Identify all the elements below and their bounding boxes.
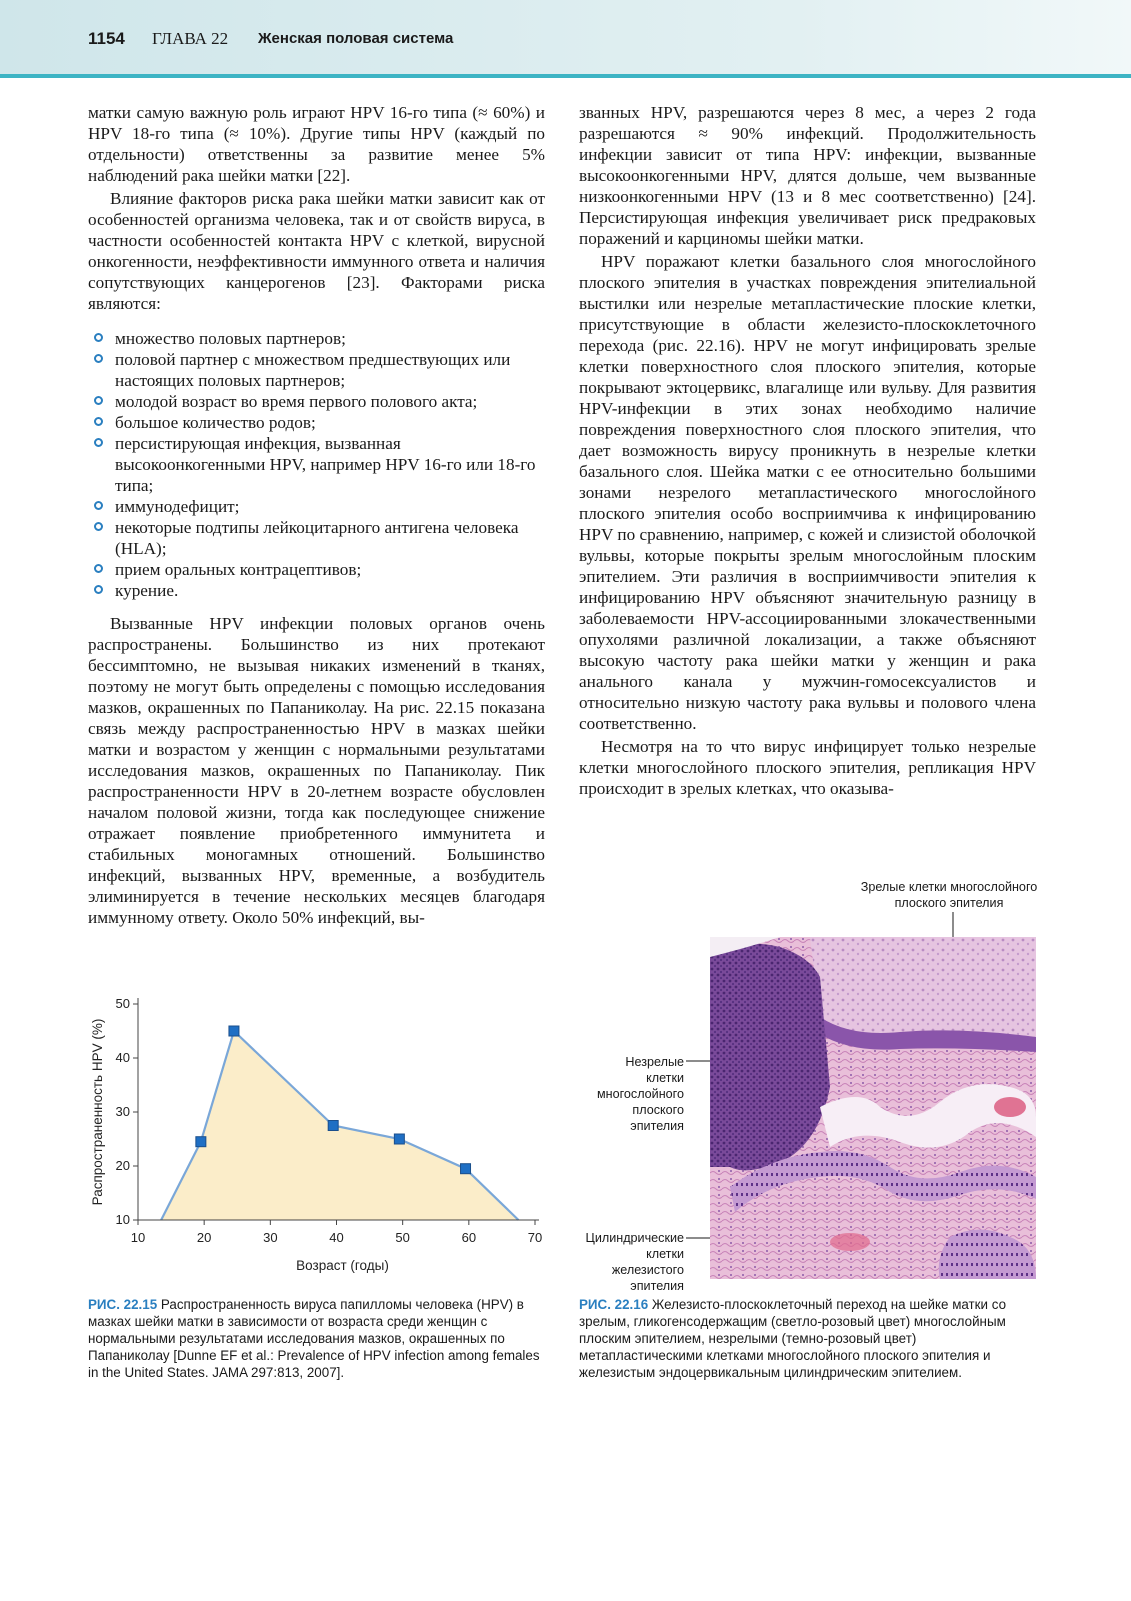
chart-x-axis-label: Возраст (годы) bbox=[296, 1258, 389, 1273]
risk-factor-text: иммунодефицит; bbox=[115, 497, 240, 516]
chart-y-tick-label: 10 bbox=[115, 1212, 130, 1227]
annotation-immature-epithelium: Незрелые клетки многослойного плоского эпителия bbox=[596, 1055, 684, 1133]
risk-factor-item bbox=[88, 580, 545, 601]
right-paragraph-1: званных HPV, разрешаются через 8 мес, а через 2 года разрешаются ≈ 90% инфекций. Продолжительность инфекции зависит от типа HPV: инфекции, вызванные высокоонкогенными HPV, длятся дольше, чем вызванные низкоонкогенными HPV (13 и 8 мес соответственно) [24]. Персистирующая инфекция увеличивает риск предраковых поражений и карциномы шейки матки. bbox=[579, 103, 1036, 248]
chart-x-tick-label: 70 bbox=[527, 1230, 543, 1245]
figure-22-16-caption bbox=[579, 1296, 1039, 1381]
chart-canvas bbox=[88, 990, 548, 1290]
figure-label: РИС. 22.15 bbox=[88, 1297, 158, 1312]
chart-data-point bbox=[394, 1134, 404, 1144]
chart-data-point bbox=[229, 1026, 239, 1036]
chart-data-point bbox=[328, 1121, 338, 1131]
risk-factor-item bbox=[88, 328, 545, 349]
risk-factor-text: множество половых партнеров; bbox=[115, 329, 346, 348]
bullet-icon bbox=[94, 522, 103, 531]
figure-caption-text: Железисто-плоскоклеточный переход на шейке матки со зрелым, гликогенсодержащим (светло-розовый цвет) многослойным плоским эпителием, незрелыми (темно-розовый цвет) метапластическими клетками многослойного плоского эпителия и железистым эндоцервикальным цилиндрическим эпителием. bbox=[579, 1297, 1007, 1380]
bullet-icon bbox=[94, 585, 103, 594]
right-paragraph-2: HPV поражают клетки базального слоя многослойного плоского эпителия в участках повреждения эпителиальной выстилки или незрелые метапластические плоские клетки, присутствующие в области железисто-плоскоклеточного перехода (рис. 22.16). HPV не могут инфицировать зрелые клетки поверхностного слоя плоского эпителия, которые покрывают эктоцервикс, влагалище или вульву. Для развития HPV-инфекции в этих зонах необходимо наличие повреждения поверхностного слоя плоского эпителия, что дает возможность вирусу проникнуть в незрелые клетки базального слоя. Шейка матки с ее относительно большими зонами незрелого метапластического многослойного плоского эпителия особо восприимчива к инфицированию HPV по сравнению, например, с кожей и слизистой оболочкой вульвы, которые покрыты зрелым многослойным плоским эпителием. Эти различия в восприимчивости эпителия к инфицированию HPV объясняют значительную разницу в заболеваемости HPV-ассоциированными злокачественными опухолями различной локализации, а также объясняют высокую частоту рака шейки матки у женщин и рака анального канала у мужчин-гомосексуалистов и относительно низкую частоту рака вульвы и полового члена соответственно. bbox=[579, 252, 1036, 733]
right-column bbox=[579, 102, 1036, 799]
annotation-mature-epithelium: Зрелые клетки многослойного плоского эпителия bbox=[860, 880, 1038, 910]
right-paragraph-3: Несмотря на то что вирус инфицирует только незрелые клетки многослойного плоского эпителия, репликация HPV происходит в зрелых клетках, что оказыва- bbox=[579, 737, 1036, 798]
micrograph-image bbox=[710, 937, 1036, 1279]
chart-data-point bbox=[196, 1137, 206, 1147]
risk-factor-item bbox=[88, 433, 545, 496]
risk-factor-item bbox=[88, 349, 545, 391]
figure-label: РИС. 22.16 bbox=[579, 1297, 649, 1312]
chart-y-tick-label: 20 bbox=[115, 1158, 130, 1173]
chart-y-tick-label: 50 bbox=[115, 996, 130, 1011]
risk-factor-list bbox=[88, 328, 545, 601]
annotation-columnar-epithelium: Цилиндрические клетки железистого эпителия bbox=[585, 1231, 684, 1293]
risk-factor-item bbox=[88, 391, 545, 412]
hpv-prevalence-chart bbox=[88, 990, 548, 1290]
chart-y-tick-label: 30 bbox=[115, 1104, 130, 1119]
left-column bbox=[88, 102, 545, 928]
bullet-icon bbox=[94, 564, 103, 573]
chart-y-axis-label: Распространенность HPV (%) bbox=[90, 1018, 105, 1206]
risk-factor-text: персистирующая инфекция, вызванная высокоонкогенными HPV, например HPV 16-го или 18-го типа; bbox=[115, 434, 536, 495]
risk-factor-text: курение. bbox=[115, 581, 179, 600]
bullet-icon bbox=[94, 438, 103, 447]
risk-factor-text: некоторые подтипы лейкоцитарного антигена человека (HLA); bbox=[115, 518, 519, 558]
chart-x-tick-label: 40 bbox=[329, 1230, 344, 1245]
risk-factor-item bbox=[88, 412, 545, 433]
chart-x-tick-label: 10 bbox=[130, 1230, 146, 1245]
chart-x-tick-label: 50 bbox=[395, 1230, 410, 1245]
bullet-icon bbox=[94, 333, 103, 342]
risk-factor-text: прием оральных контрацептивов; bbox=[115, 560, 362, 579]
left-paragraph-3: Вызванные HPV инфекции половых органов очень распространены. Большинство из них протекают бессимптомно, не вызывая никаких изменений в тканях, поэтому не могут быть определены с помощью исследования мазков, окрашенных по Папаниколау. На рис. 22.15 показана связь между распространенностью HPV в мазках шейки матки и возрастом у женщин с нормальными результатами исследования мазков, окрашенных по Папаниколау. Пик распространенности HPV в 20-летнем возрасте обусловлен началом половой жизни, тогда как последующее снижение отражает появление приобретенного иммунитета и стабильных моногамных отношений. Большинство инфекций, вызванных HPV, временные, а возбудитель элиминируется в течение нескольких месяцев благодаря иммунному ответу. Около 50% инфекций, вы- bbox=[88, 614, 545, 927]
risk-factor-text: большое количество родов; bbox=[115, 413, 316, 432]
bullet-icon bbox=[94, 501, 103, 510]
chart-data-point bbox=[461, 1164, 471, 1174]
chart-area-fill bbox=[161, 1031, 518, 1220]
chart-y-tick-label: 40 bbox=[115, 1050, 130, 1065]
header-rule bbox=[0, 74, 1131, 78]
risk-factor-item bbox=[88, 517, 545, 559]
risk-factor-text: половой партнер с множеством предшествующих или настоящих половых партнеров; bbox=[115, 350, 511, 390]
bullet-icon bbox=[94, 396, 103, 405]
histology-micrograph bbox=[710, 937, 1036, 1279]
left-paragraph-2: Влияние факторов риска рака шейки матки зависит как от особенностей организма человека, так и от свойств вируса, в частности особенностей контакта HPV с клеткой, вирусной онкогенности, неэффективности иммунного ответа и наличия сопутствующих канцерогенов [23]. Факторами риска являются: bbox=[88, 189, 545, 313]
chart-x-tick-label: 20 bbox=[196, 1230, 212, 1245]
chapter-label: ГЛАВА 22 bbox=[152, 29, 229, 48]
chart-x-tick-label: 30 bbox=[263, 1230, 278, 1245]
figure-caption-text: Распространенность вируса папилломы человека (HPV) в мазках шейки матки в зависимости от возраста среди женщин с нормальными результатами исследования мазков, окрашенных по Папаниколау [Dunne EF et al.: Prevalence of HPV infection among females in the United States. JAMA 297:813, 2007]. bbox=[88, 1297, 540, 1380]
bullet-icon bbox=[94, 354, 103, 363]
chart-x-tick-label: 60 bbox=[461, 1230, 477, 1245]
left-paragraph-1: матки самую важную роль играют HPV 16-го типа (≈ 60%) и HPV 18-го типа (≈ 10%). Другие типы HPV (каждый по отдельности) ответственны за развитие менее 5% наблюдений рака шейки матки [22]. bbox=[88, 103, 545, 185]
bullet-icon bbox=[94, 417, 103, 426]
risk-factor-item bbox=[88, 559, 545, 580]
page-number: 1154 bbox=[88, 29, 125, 48]
figure-22-15-caption bbox=[88, 1296, 546, 1381]
risk-factor-text: молодой возраст во время первого полового акта; bbox=[115, 392, 478, 411]
risk-factor-item bbox=[88, 496, 545, 517]
chapter-title: Женская половая система bbox=[258, 30, 454, 47]
